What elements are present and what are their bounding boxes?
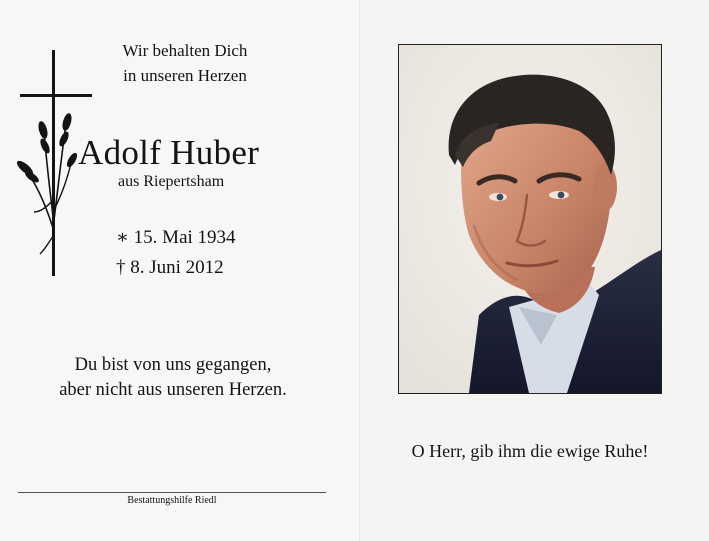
funeral-home: Bestattungshilfe Riedl (127, 495, 217, 506)
portrait-photo (398, 44, 662, 394)
deceased-origin: aus Riepertsham (118, 173, 225, 190)
death-date (116, 257, 224, 279)
divider-line (18, 492, 326, 493)
quote-line-1: Du bist von uns gegangen, (74, 355, 272, 375)
verse (70, 38, 300, 88)
birth-star-icon: ∗ (116, 227, 129, 248)
quote-line-2: aber nicht aus unseren Herzen. (59, 380, 287, 400)
deceased-name: Adolf Huber (78, 133, 260, 172)
death-cross-icon: † (116, 257, 126, 278)
memorial-quote (20, 353, 326, 403)
portrait-illustration (399, 45, 661, 393)
birth-date-text: 15. Mai 1934 (133, 227, 236, 248)
verse-line-1: Wir behalten Dich (122, 41, 248, 60)
birth-date (116, 226, 236, 249)
prayer-text: O Herr, gib ihm die ewige Ruhe! (411, 441, 649, 461)
verse-line-2: in unseren Herzen (123, 66, 247, 85)
death-date-text: 8. Juni 2012 (130, 257, 224, 278)
